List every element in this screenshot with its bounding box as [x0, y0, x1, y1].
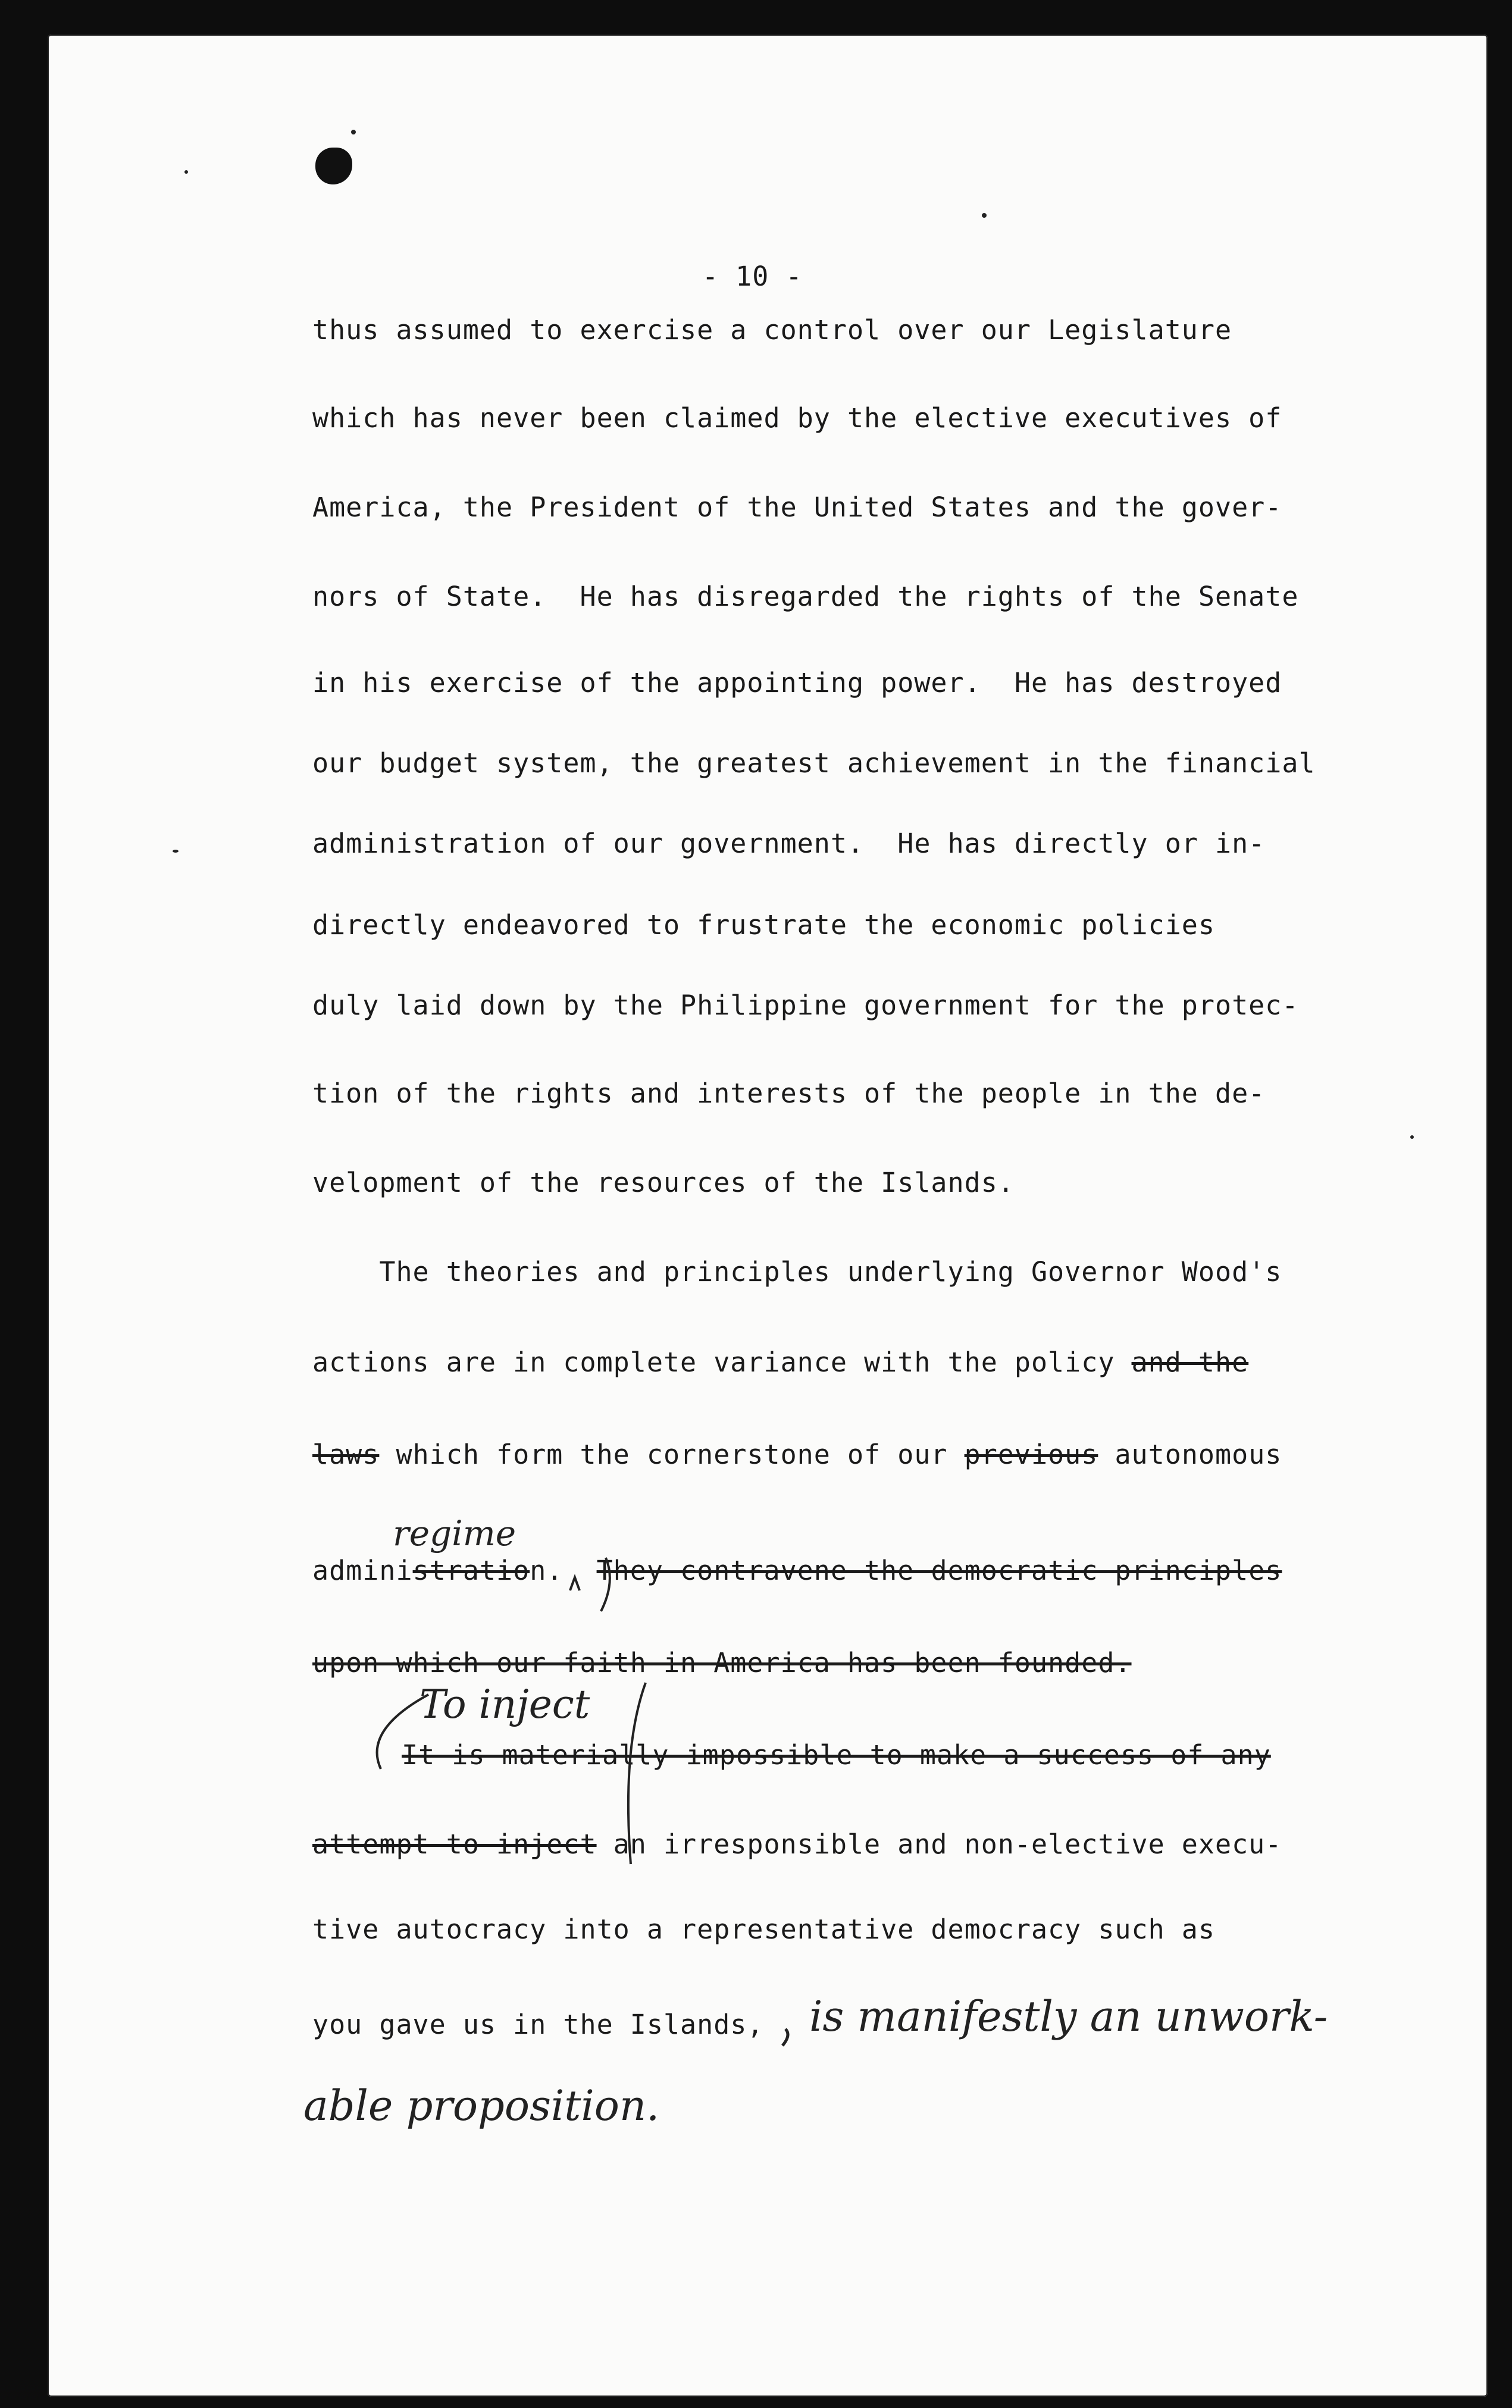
bracket-mark [601, 1558, 610, 1611]
paragraph1-line: in his exercise of the appointing power. He has destroyed [312, 667, 1282, 699]
page-number: - 10 - [702, 261, 803, 292]
paragraph1-line: thus assumed to exercise a control over our Legislature [312, 314, 1232, 346]
kept-text: autonomous [1098, 1439, 1282, 1470]
struck-text: upon which our faith in America has been founded. [312, 1647, 1132, 1679]
paragraph1-line: administration of our government. He has directly or in- [312, 828, 1266, 859]
paragraph1-line: duly laid down by the Philippine government for the protec- [312, 989, 1299, 1021]
bracket-mark [628, 1683, 646, 1864]
handwritten-ending-line1: is manifestly an unwork- [809, 1992, 1328, 2041]
paragraph1-line: tion of the rights and interests of the people in the de- [312, 1078, 1266, 1109]
paragraph1-line: nors of State. He has disregarded the rights of the Senate [312, 581, 1299, 612]
handwritten-insert-to-inject: To inject [420, 1681, 590, 1727]
handwritten-ending-line2: able proposition. [303, 2081, 660, 2130]
document-page [48, 35, 1488, 2397]
kept-text: n. [530, 1555, 564, 1586]
paragraph1-line: America, the President of the United States and the gover- [312, 491, 1282, 523]
struck-text: They contravene the democratic principles [596, 1555, 1282, 1586]
kept-text: an irresponsible and non-elective execu- [596, 1828, 1282, 1860]
struck-text: and the [1131, 1347, 1249, 1378]
paragraph1-line: velopment of the resources of the Islands. [312, 1167, 1015, 1198]
bracket-mark [377, 1695, 428, 1769]
caret-mark [782, 2029, 788, 2046]
paragraph1-line: our budget system, the greatest achievement in the financial [312, 747, 1316, 779]
kept-text: the cornerstone of our [563, 1439, 965, 1470]
pen-marks [48, 35, 1488, 2397]
struck-text: previous [964, 1439, 1098, 1470]
struck-text: stratio [412, 1555, 530, 1586]
kept-text: which form [379, 1439, 564, 1470]
kept-text: admini [312, 1555, 413, 1586]
paragraph2-line: The theories and principles underlying Governor Wood's [312, 1256, 1282, 1288]
paragraph3-line: you gave us in the Islands, [312, 2009, 764, 2040]
caret-mark [570, 1577, 580, 1590]
paragraph1-line: which has never been claimed by the elective executives of [312, 402, 1282, 434]
paragraph3-line: tive autocracy into a representative democracy such as [312, 1914, 1215, 1945]
struck-text: attempt to inject [312, 1828, 597, 1860]
paragraph1-line: directly endeavored to frustrate the economic policies [312, 909, 1215, 941]
struck-text: It is materially impossible to make a success of any [402, 1739, 1271, 1771]
struck-text: laws [312, 1439, 380, 1470]
handwritten-insert-regime: regime [393, 1513, 516, 1554]
kept-text: actions are in complete variance with the policy [312, 1347, 1132, 1378]
